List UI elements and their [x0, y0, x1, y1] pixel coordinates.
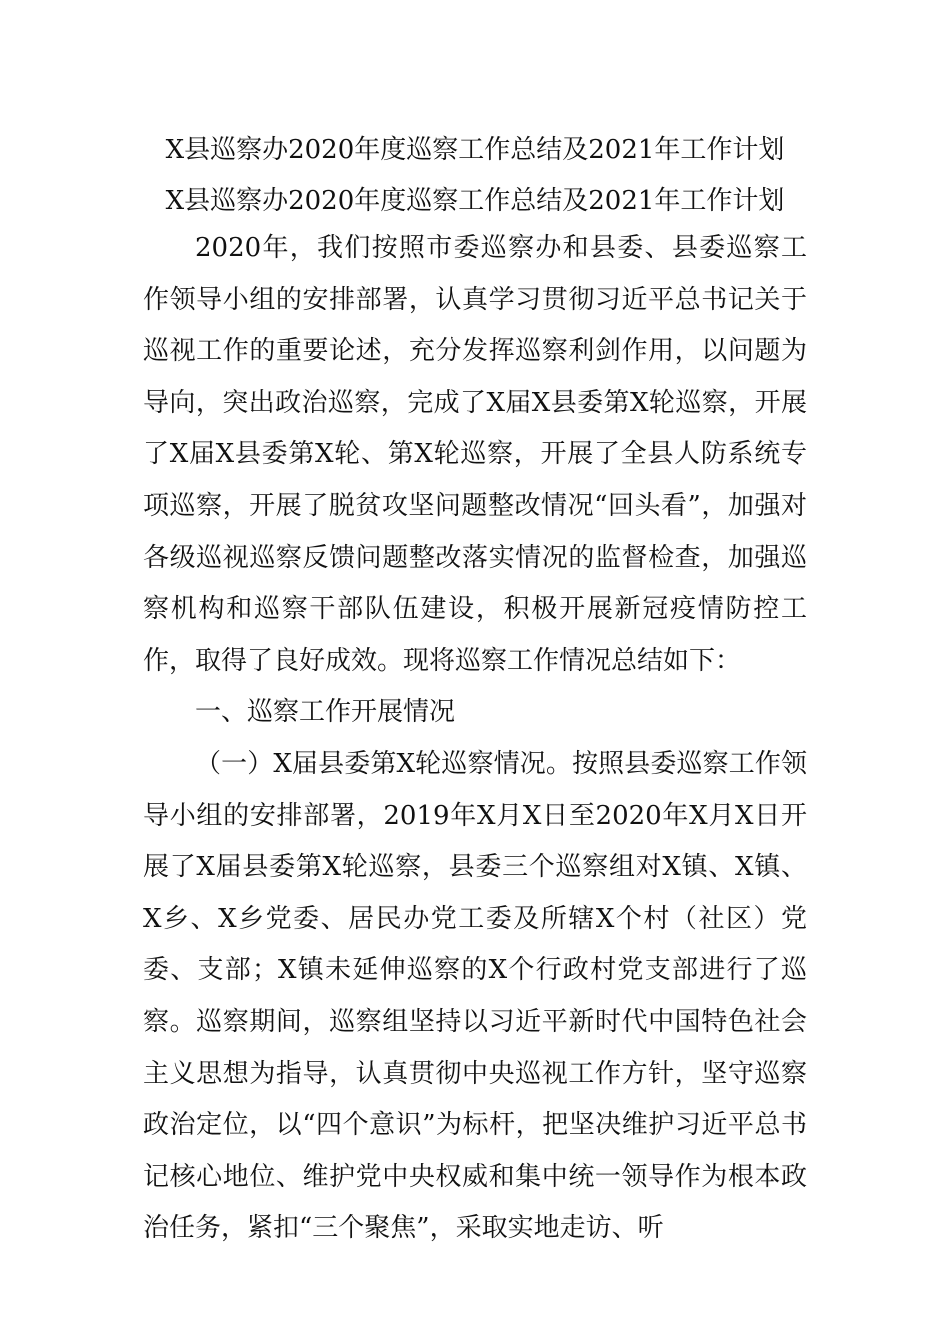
- document-title: X县巡察办2020年度巡察工作总结及2021年工作计划: [165, 135, 785, 165]
- paragraph-subsection-1: （一）X届县委第X轮巡察情况。按照县委巡察工作领导小组的安排部署，2019年X月X日至2020年X月X日开展了X届县委第X轮巡察，县委三个巡察组对X镇、X镇、X乡、X乡党委、居民办党工委及所辖X个村（社区）党委、支部；X镇未延伸巡察的X个行政村党支部进行了巡察。巡察期间，巡察组坚持以习近平新时代中国特色社会主义思想为指导，认真贯彻中央巡视工作方针，坚守巡察政治定位，以“四个意识”为标杆，把坚决维护习近平总书记核心地位、维护党中央权威和集中统一领导作为根本政治任务，紧扣“三个聚焦”，采取实地走访、听: [143, 748, 807, 1244]
- paragraph-intro: 2020年，我们按照市委巡察办和县委、县委巡察工作领导小组的安排部署，认真学习贯彻习近平总书记关于巡视工作的重要论述，充分发挥巡察利剑作用，以问题为导向，突出政治巡察，完成了X届X县委第X轮巡察，开展了X届X县委第X轮、第X轮巡察，开展了全县人防系统专项巡察，开展了脱贫攻坚问题整改情况“回头看”，加强对各级巡视巡察反馈问题整改落实情况的监督检查，加强巡察机构和巡察干部队伍建设，积极开展新冠疫情防控工作，取得了良好成效。现将巡察工作情况总结如下：: [143, 233, 807, 676]
- document-body: [143, 223, 807, 1255]
- document-title-repeat: X县巡察办2020年度巡察工作总结及2021年工作计划: [165, 186, 785, 216]
- section-heading-1: 一、巡察工作开展情况: [195, 697, 456, 728]
